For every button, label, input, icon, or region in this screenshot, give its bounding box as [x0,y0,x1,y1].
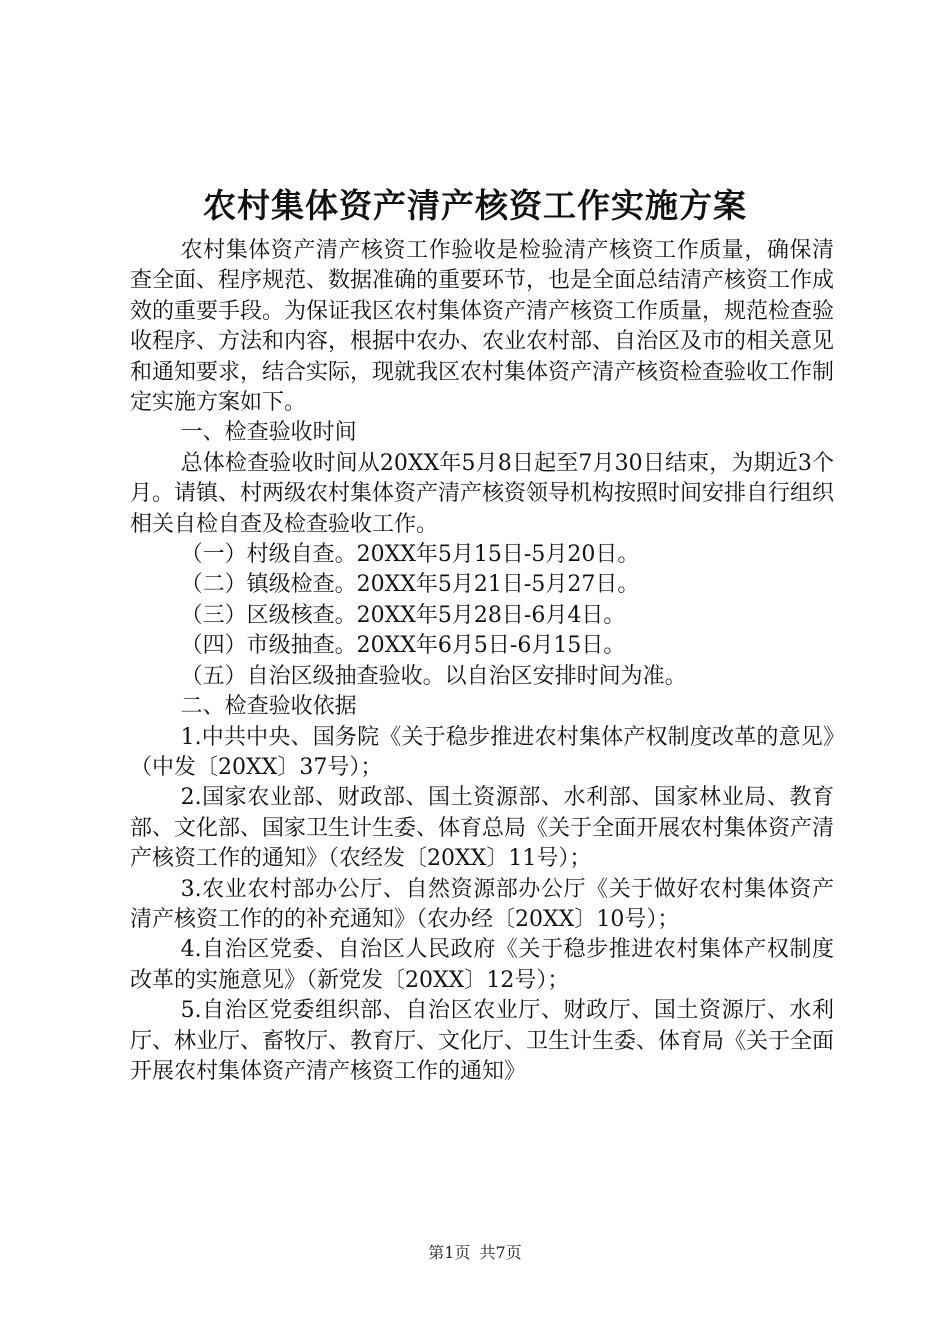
section-heading-2: 二、检查验收依据 [180,694,357,720]
page-number-current: 第1页 [428,1243,471,1262]
list-item-schedule-1: （一）村级自查。20XX年5月15日-5月20日。 [180,542,640,568]
basis-item-4: 4.自治区党委、自治区人民政府《关于稳步推进农村集体产权制度改革的实施意见》（新党发〔20XX〕12号）； [130,937,834,993]
list-item-schedule-3: （三）区级核查。20XX年5月28日-6月4日。 [180,602,626,628]
basis-item-1: 1.中共中央、国务院《关于稳步推进农村集体产权制度改革的意见》（中发〔20XX〕37号）； [130,724,834,780]
basis-item-2: 2.国家农业部、财政部、国土资源部、水利部、国家林业局、教育部、文化部、国家卫生计生委、体育总局《关于全面开展农村集体资产清产核资工作的通知》（农经发〔20XX〕11号）； [130,785,835,872]
basis-item-5: 5.自治区党委组织部、自治区农业厅、财政厅、国土资源厅、水利厅、林业厅、畜牧厅、教育厅、文化厅、卫生计生委、体育局《关于全面开展农村集体资产清产核资工作的通知》 [130,998,835,1084]
page-number-total: 共7页 [479,1243,522,1262]
basis-item-3: 3.农业农村部办公厅、自然资源部办公厅《关于做好农村集体资产清产核资工作的的补充通知》（农办经〔20XX〕10号）； [130,876,834,932]
document-title: 农村集体资产清产核资工作实施方案 [203,186,747,225]
list-item-schedule-5: （五）自治区级抽查验收。以自治区安排时间为准。 [180,663,687,689]
section-heading-1: 一、检查验收时间 [180,420,357,446]
document-body [130,236,834,1087]
paragraph-schedule: 总体检查验收时间从20XX年5月8日起至7月30日结束，为期近3个月。请镇、村两级农村集体资产清产核资领导机构按照时间安排自行组织相关自检自查及检查验收工作。 [130,450,835,537]
list-item-schedule-4: （四）市级抽查。20XX年6月5日-6月15日。 [180,633,626,659]
list-item-schedule-2: （二）镇级检查。20XX年5月21日-5月27日。 [180,572,640,598]
paragraph-intro: 农村集体资产清产核资工作验收是检验清产核资工作质量，确保清查全面、程序规范、数据准确的重要环节，也是全面总结清产核资工作成效的重要手段。为保证我区农村集体资产清产核资工作质量，规范检查验收程序、方法和内容，根据中农办、农业农村部、自治区及市的相关意见和通知要求，结合实际，现就我区农村集体资产清产核资检查验收工作制定实施方案如下。 [130,238,835,416]
page-footer [0,1242,950,1264]
